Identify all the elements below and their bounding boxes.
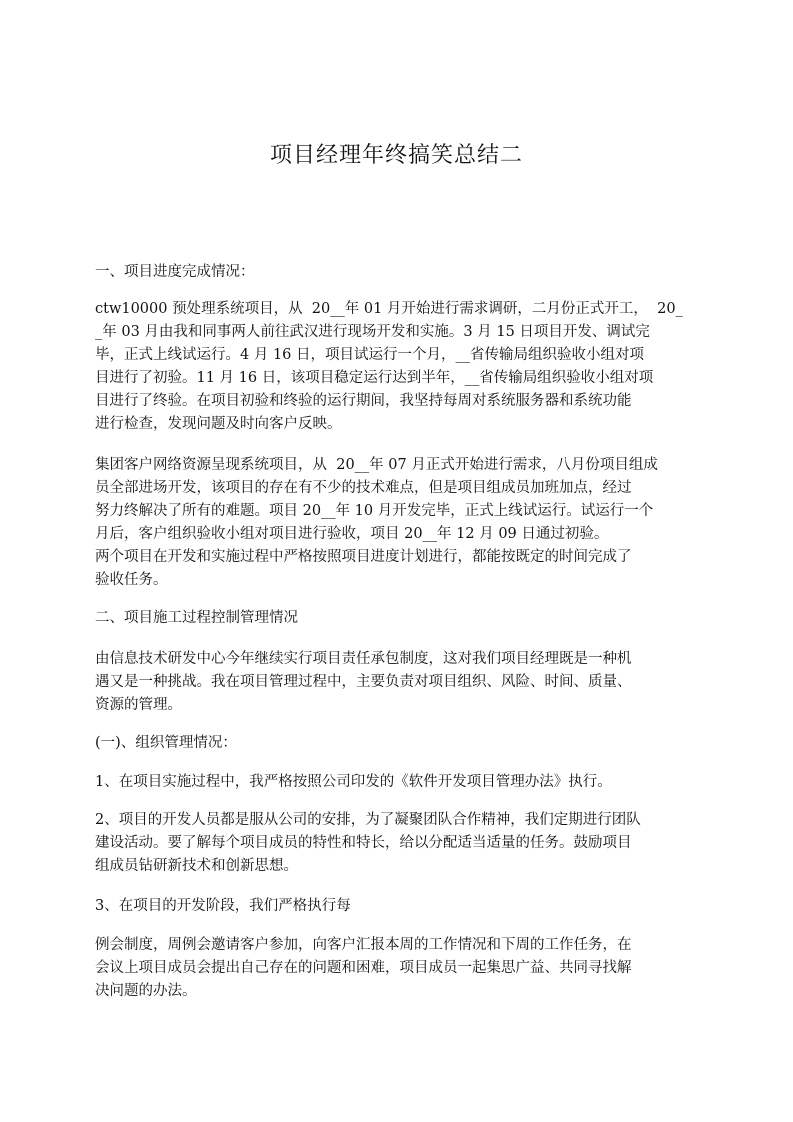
paragraph [95,809,715,878]
paragraph [95,771,715,794]
paragraph [95,546,715,592]
paragraph [95,454,715,546]
text-line: 1、在项目实施过程中，我严格按照公司印发的《软件开发项目管理办法》执行。 [95,774,612,790]
text-line: 集团客户网络资源呈现系统项目，从 20__年 07 月正式开始进行需求，八月份项目组成 [95,457,658,473]
text-line: 一、项目进度完成情况： [95,264,255,280]
text-line: 验收任务。 [95,572,168,588]
text-line: 由信息技术研发中心今年继续实行项目责任承包制度，这对我们项目经理既是一种机 [95,651,632,667]
text-line: 目进行了初验。11 月 16 日，该项目稳定运行达到半年，__省传输局组织验收小组对项 [95,370,654,386]
text-line: (一)、组织管理情况： [95,735,237,751]
text-line: 组成员钻研新技术和创新思想。 [95,858,298,874]
text-line: 目进行了终验。在项目初验和终验的运行期间，我坚持每周对系统服务器和系统功能 [95,393,632,409]
text-line: 会议上项目成员会提出自己存在的问题和困难，项目成员一起集思广益、共同寻找解 [95,960,632,976]
text-line: 两个项目在开发和实施过程中严格按照项目进度计划进行，都能按既定的时间完成了 [95,549,632,565]
paragraph [95,261,715,284]
paragraph [95,298,715,436]
text-line: 毕，正式上线试运行。4 月 16 日，项目试运行一个月，__省传输局组织验收小组对项 [95,347,645,363]
text-line: 二、项目施工过程控制管理情况 [95,610,298,626]
text-line: 资源的管理。 [95,697,182,713]
text-line: 决问题的办法。 [95,983,197,999]
text-line: 努力终解决了所有的难题。项目 20__年 10 月开发完毕，正式上线试运行。试运行一个 [95,503,654,519]
text-line: 月后，客户组织验收小组对项目进行验收，项目 20__年 12 月 09 日通过初验。 [95,526,609,542]
text-line: ctw10000 预处理系统项目，从 20__年 01 月开始进行需求调研，二月份正式开工， 20_ [95,301,683,317]
text-line: 3、在项目的开发阶段，我们严格执行每 [95,898,351,914]
text-line: 员全部进场开发，该项目的存在有不少的技术难点，但是项目组成员加班加点，经过 [95,480,632,496]
text-line: 进行检查，发现问题及时向客户反映。 [95,416,342,432]
paragraph [95,607,715,630]
paragraph [95,895,715,918]
paragraph [95,934,715,1003]
text-line: _年 03 月由我和同事两人前往武汉进行现场开发和实施。3 月 15 日项目开发、调试完 [95,324,650,340]
text-line: 遇又是一种挑战。我在项目管理过程中，主要负责对项目组织、风险、时间、质量、 [95,674,632,690]
paragraph [95,732,715,755]
document-title: 项目经理年终搞笑总结二 [269,143,523,168]
paragraph [95,648,715,717]
text-line: 建设活动。要了解每个项目成员的特性和特长，给以分配适当适量的任务。鼓励项目 [95,835,632,851]
text-line: 2、项目的开发人员都是服从公司的安排，为了凝聚团队合作精神，我们定期进行团队 [95,812,641,828]
text-line: 例会制度，周例会邀请客户参加，向客户汇报本周的工作情况和下周的工作任务，在 [95,937,632,953]
